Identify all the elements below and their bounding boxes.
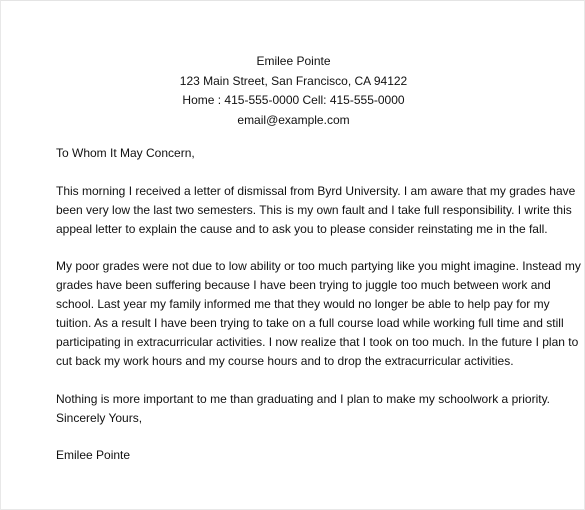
- sender-email: email@example.com: [237, 112, 350, 127]
- paragraph-line: tuition. As a result I have been trying to take on a full course load while working full time and still: [56, 316, 564, 331]
- paragraph-line: grades have been suffering because I have been trying to juggle too much between work and: [56, 278, 551, 293]
- closing-line: Nothing is more important to me than graduating and I plan to make my schoolwork a priority.: [56, 391, 551, 406]
- sender-header: [1, 52, 585, 130]
- paragraph-1: [56, 182, 576, 239]
- salutation: [56, 144, 531, 163]
- paragraph-line: school. Last year my family informed me that they would no longer be able to help pay for my: [56, 297, 550, 312]
- paragraph-line: been very low the last two semesters. This is my own fault and I take full responsibility. I write this: [56, 202, 572, 217]
- paragraph-line: This morning I received a letter of dismissal from Byrd University. I am aware that my grades have: [56, 183, 576, 198]
- signature-name: Emilee Pointe: [56, 448, 131, 463]
- paragraph-line: cut back my work hours and my course hours and to drop the extracurricular activities.: [56, 353, 514, 368]
- salutation-text: To Whom It May Concern,: [56, 146, 195, 160]
- sender-phones: Home : 415-555-0000 Cell: 415-555-0000: [182, 93, 405, 107]
- sender-name: Emilee Pointe: [256, 54, 331, 68]
- closing-block: [56, 390, 551, 428]
- paragraph-2: [56, 257, 581, 370]
- signature-block: [56, 446, 531, 465]
- paragraph-line: participating in extracurricular activities. I now realize that I took on too much. In the future I plan to: [56, 335, 579, 350]
- complimentary-close: Sincerely Yours,: [56, 410, 143, 425]
- letter-body: [56, 144, 581, 484]
- sender-address: 123 Main Street, San Francisco, CA 94122: [179, 73, 408, 88]
- paragraph-line: appeal letter to explain the cause and to ask you to please consider reinstating me in the fall.: [56, 221, 548, 236]
- paragraph-line: My poor grades were not due to low ability or too much partying like you might imagine. Instead my: [56, 259, 581, 274]
